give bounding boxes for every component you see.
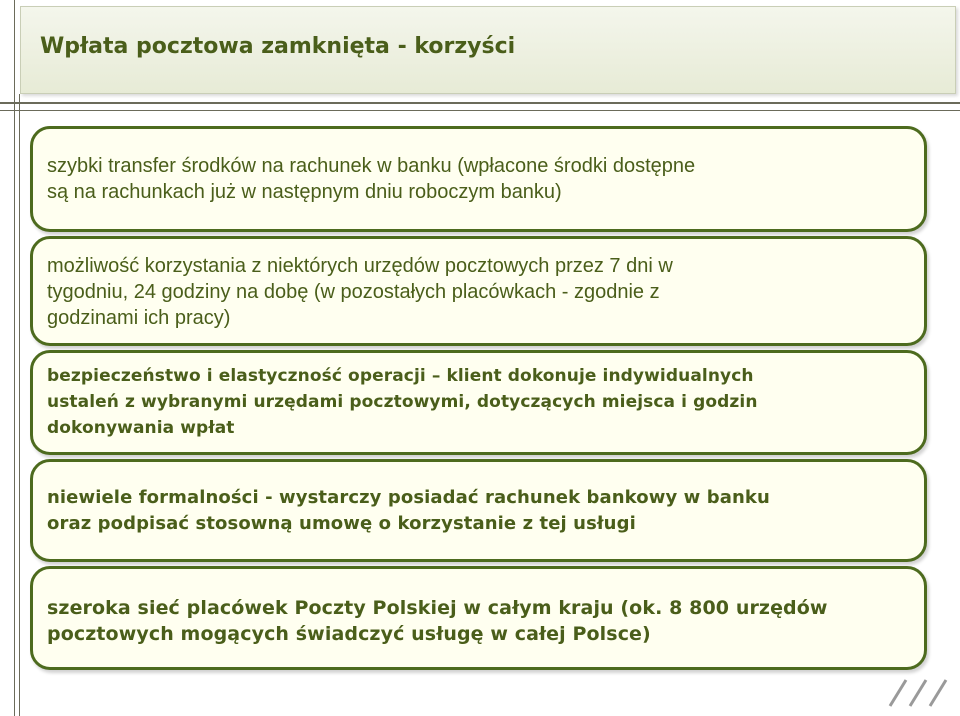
benefit-text: szeroka sieć placówek Poczty Polskiej w całym kraju (ok. 8 800 urzędów pocztowych mogących świadczyć usługę w całej Polsce) bbox=[47, 597, 828, 645]
benefit-text: szybki transfer środków na rachunek w banku (wpłacone środki dostępne są na rachunkach już w następnym dniu roboczym banku) bbox=[47, 155, 696, 203]
benefit-card bbox=[30, 566, 927, 670]
decorative-rule-top bbox=[0, 102, 960, 104]
benefit-card bbox=[30, 350, 927, 455]
benefit-card bbox=[30, 236, 927, 346]
benefit-card bbox=[30, 126, 927, 232]
decorative-rule-vertical-2 bbox=[19, 94, 20, 716]
benefit-text: możliwość korzystania z niektórych urzędów pocztowych przez 7 dni w tygodniu, 24 godziny na dobę (w pozostałych placówkach - zgodnie z godzinami ich pracy) bbox=[47, 255, 673, 329]
benefit-text: bezpieczeństwo i elastyczność operacji – klient dokonuje indywidualnych ustaleń z wybranymi urzędami pocztowymi, dotyczących miejsca i godzin dokonywania wpłat bbox=[47, 366, 758, 438]
corner-decoration-icon bbox=[886, 670, 958, 710]
benefit-text: niewiele formalności - wystarczy posiadać rachunek bankowy w banku oraz podpisać stosowną umowę o korzystanie z tej usługi bbox=[47, 486, 770, 534]
slide-title: Wpłata pocztowa zamknięta - korzyści bbox=[40, 34, 516, 59]
benefit-card bbox=[30, 459, 927, 562]
decorative-rule-vertical bbox=[14, 0, 15, 716]
decorative-rule-bottom bbox=[0, 110, 960, 111]
